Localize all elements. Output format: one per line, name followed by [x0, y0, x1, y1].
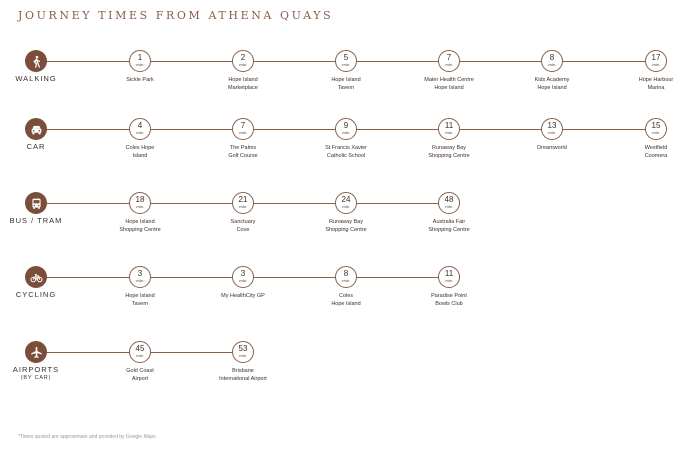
- destination-stop: [95, 192, 185, 234]
- time-unit: min: [136, 204, 144, 209]
- mode-label: AIRPORTS: [12, 365, 60, 374]
- destination-stop: [611, 50, 680, 92]
- time-bubble: [541, 50, 563, 72]
- time-value: 9: [343, 121, 349, 130]
- destination-name: Paradise Point Bowls Club: [431, 293, 467, 307]
- time-value: 3: [240, 269, 246, 278]
- destination-name: Gold Coast Airport: [126, 368, 154, 382]
- time-bubble: [232, 192, 254, 214]
- time-unit: min: [342, 62, 350, 67]
- time-value: 24: [341, 195, 351, 204]
- destination-stop: [198, 266, 288, 300]
- time-bubble: [438, 192, 460, 214]
- time-bubble: [645, 50, 667, 72]
- destination-name: Hope Island Tavern: [125, 293, 155, 307]
- destination-name: Mater Health Centre Hope Island: [424, 77, 474, 91]
- time-value: 4: [137, 121, 143, 130]
- destination-stop: [95, 50, 185, 84]
- destination-stop: [95, 118, 185, 160]
- time-value: 7: [240, 121, 246, 130]
- time-unit: min: [445, 130, 453, 135]
- time-bubble: [232, 50, 254, 72]
- time-unit: min: [239, 62, 247, 67]
- destination-stop: [507, 50, 597, 92]
- time-unit: min: [548, 130, 556, 135]
- time-bubble: [129, 266, 151, 288]
- destination-name: The Palms Golf Course: [228, 145, 258, 159]
- time-unit: min: [239, 353, 247, 358]
- time-unit: min: [239, 278, 247, 283]
- car-icon: [25, 118, 47, 140]
- destination-name: Coles Hope Island: [125, 145, 155, 159]
- destination-stop: [404, 118, 494, 160]
- time-unit: min: [239, 130, 247, 135]
- time-value: 15: [651, 121, 661, 130]
- mode-label: CYCLING: [15, 290, 57, 299]
- time-unit: min: [342, 278, 350, 283]
- destination-name: Sickle Park: [126, 77, 154, 83]
- row-car: [0, 118, 680, 188]
- destination-name: St Francis Xavier Catholic School: [325, 145, 367, 159]
- time-value: 45: [135, 344, 145, 353]
- time-bubble: [438, 118, 460, 140]
- time-bubble: [129, 118, 151, 140]
- time-bubble: [129, 192, 151, 214]
- airplane-icon: [25, 341, 47, 363]
- destination-name: Runaway Bay Shopping Centre: [428, 145, 470, 159]
- time-value: 1: [137, 53, 143, 62]
- destination-name: Coles Hope Island: [331, 293, 361, 307]
- time-bubble: [232, 341, 254, 363]
- time-value: 18: [135, 195, 145, 204]
- destination-stop: [95, 341, 185, 383]
- time-unit: min: [136, 130, 144, 135]
- destination-stop: [198, 118, 288, 160]
- mode-sublabel: (BY CAR): [20, 375, 52, 381]
- destination-name: Westfield Coomera: [644, 145, 668, 159]
- time-unit: min: [239, 204, 247, 209]
- time-bubble: [541, 118, 563, 140]
- mode-label: CAR: [26, 142, 46, 151]
- destination-name: Hope Island Shopping Centre: [119, 219, 161, 233]
- destination-name: Brisbane International Airport: [219, 368, 267, 382]
- time-value: 17: [651, 53, 661, 62]
- time-value: 48: [444, 195, 454, 204]
- destination-stop: [301, 192, 391, 234]
- destination-stop: [507, 118, 597, 152]
- time-unit: min: [136, 278, 144, 283]
- bicycle-icon: [25, 266, 47, 288]
- page-title: JOURNEY TIMES FROM ATHENA QUAYS: [18, 9, 334, 22]
- destination-stop: [404, 266, 494, 308]
- time-unit: min: [652, 62, 660, 67]
- destination-name: Hope Island Tavern: [331, 77, 361, 91]
- destination-stop: [198, 192, 288, 234]
- row-cycling: [0, 266, 680, 336]
- destination-name: Australia Fair Shopping Centre: [428, 219, 470, 233]
- destination-stop: [404, 192, 494, 234]
- time-unit: min: [652, 130, 660, 135]
- time-bubble: [232, 266, 254, 288]
- mode-label: BUS / TRAM: [9, 216, 63, 225]
- time-value: 7: [446, 53, 452, 62]
- time-bubble: [129, 50, 151, 72]
- row-walking: [0, 50, 680, 120]
- time-value: 8: [549, 53, 555, 62]
- time-unit: min: [136, 353, 144, 358]
- destination-stop: [404, 50, 494, 92]
- walking-icon: [25, 50, 47, 72]
- time-bubble: [335, 118, 357, 140]
- time-value: 5: [343, 53, 349, 62]
- bus-icon: [25, 192, 47, 214]
- destination-name: Sanctuary Cove: [230, 219, 256, 233]
- destination-stop: [301, 50, 391, 92]
- time-unit: min: [445, 278, 453, 283]
- row-airports: [0, 341, 680, 411]
- time-unit: min: [445, 204, 453, 209]
- time-unit: min: [342, 130, 350, 135]
- destination-stop: [611, 118, 680, 160]
- time-value: 11: [444, 121, 454, 130]
- time-unit: min: [548, 62, 556, 67]
- time-bubble: [335, 192, 357, 214]
- destination-name: Hope Harbour Marina: [638, 77, 674, 91]
- destination-name: Kids Academy Hope Island: [534, 77, 570, 91]
- time-bubble: [129, 341, 151, 363]
- time-value: 11: [444, 269, 454, 278]
- time-bubble: [645, 118, 667, 140]
- mode-label: WALKING: [15, 74, 57, 83]
- destination-name: My HealthCity GP: [221, 293, 265, 299]
- destination-stop: [95, 266, 185, 308]
- destination-stop: [198, 341, 288, 383]
- time-bubble: [335, 50, 357, 72]
- destination-stop: [301, 118, 391, 160]
- row-bus-tram: [0, 192, 680, 262]
- time-bubble: [438, 50, 460, 72]
- destination-name: Hope Island Marketplace: [228, 77, 258, 91]
- time-value: 3: [137, 269, 143, 278]
- time-bubble: [438, 266, 460, 288]
- time-unit: min: [342, 204, 350, 209]
- destination-stop: [198, 50, 288, 92]
- destination-name: Runaway Bay Shopping Centre: [325, 219, 367, 233]
- time-value: 13: [547, 121, 557, 130]
- time-value: 2: [240, 53, 246, 62]
- time-value: 21: [238, 195, 248, 204]
- time-unit: min: [445, 62, 453, 67]
- time-bubble: [335, 266, 357, 288]
- destination-name: Dreamworld: [537, 145, 567, 151]
- time-value: 8: [343, 269, 349, 278]
- destination-stop: [301, 266, 391, 308]
- time-unit: min: [136, 62, 144, 67]
- time-value: 53: [238, 344, 248, 353]
- time-bubble: [232, 118, 254, 140]
- footnote: *Times quoted are approximate and provided by Google Maps.: [18, 434, 158, 440]
